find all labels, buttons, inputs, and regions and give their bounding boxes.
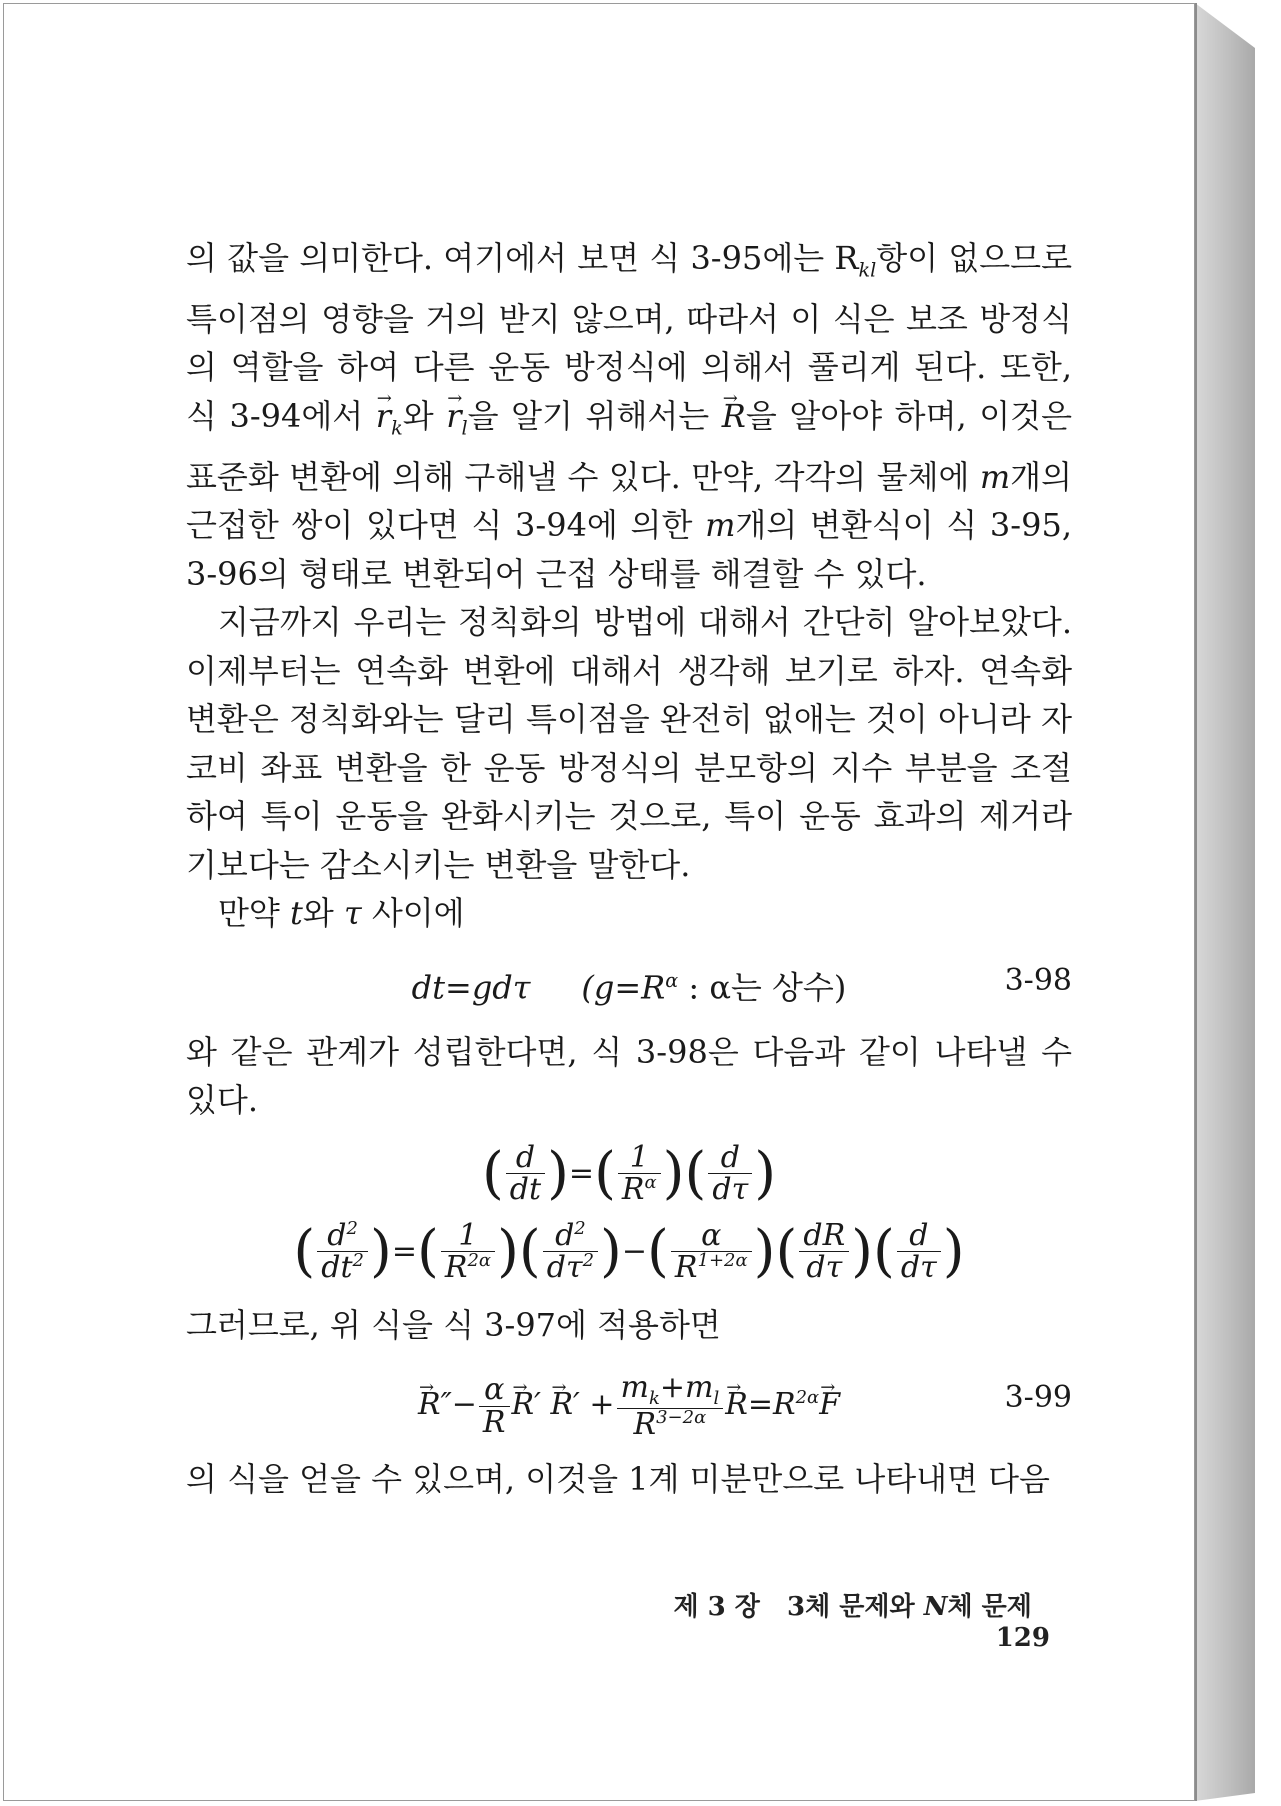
text: 사이에 xyxy=(361,894,465,933)
symbol: r xyxy=(375,396,392,435)
equation-3-99 xyxy=(186,1363,1072,1443)
vector-rk xyxy=(376,392,403,453)
paragraph-5: 그러므로, 위 식을 식 3-97에 적용하면 xyxy=(186,1305,721,1344)
text: 개의 변환식이 식 3-95, 3-96의 형태로 변환되어 근접 상태를 해결할 수 있다. xyxy=(186,506,1072,593)
equation-number: 3-99 xyxy=(1004,1380,1072,1416)
equation-number: 3-98 xyxy=(1004,962,1072,998)
subscript: k xyxy=(391,416,403,440)
vector-rl xyxy=(446,392,467,453)
paragraph-2: 지금까지 우리는 정칙화의 방법에 대해서 간단히 알아보았다. 이제부터는 연속화 변환에 대해서 생각해 보기로 하자. 연속화 변환은 정칙화와는 달리 특이점을 완전히 없애는 것이 아니라 자코비 좌표 변환을 한 운동 방정식의 분모항의 지수 부분을 조절하여 특이 운동을 완화시키는 것으로, 특이 운동 효과의 제거라기보다는 감소시키는 변환을 말한다. xyxy=(186,603,1072,884)
text: 개의 근접한 쌍이 있다면 식 3-94에 의한 xyxy=(186,457,1072,545)
symbol-tau: τ xyxy=(343,894,362,933)
equation-main: dt=gdτ xyxy=(411,968,531,1007)
symbol-m: m xyxy=(979,457,1011,496)
equation-condition-rest: : α는 상수) xyxy=(678,968,847,1007)
book-spine-line xyxy=(1195,3,1197,1801)
superscript: α xyxy=(665,968,679,992)
page-content xyxy=(186,234,1072,1504)
text: 항이 없으므로 특이점의 영향을 거의 받지 않으며, 따라서 이 식은 보조 방정식의 역할을 하여 다른 운동 방정식에 의해서 풀리게 된다. 또한, 식 3-94에서 xyxy=(186,239,1072,435)
book-page-edge xyxy=(1195,3,1255,1801)
paragraph-4: 와 같은 관계가 성립한다면, 식 3-98은 다음과 같이 나타낼 수 있다. xyxy=(186,1032,1072,1120)
paragraph-1 xyxy=(186,234,1072,598)
first-derivative-equation: ( $\frac{d}{dt}$ ) = ( $\frac{1}{R^\alpha}$ ) ( $\frac{d}{d\tau}$ ) xyxy=(481,1139,777,1208)
equation-body: → R″− $\frac{\alpha}{R}$ → R′ → R′ + $\frac{m_k+m_l}{R^{3-2\alpha}}$ → $R=R^{2\alpha}\to F$ xyxy=(186,1363,1072,1441)
vector-R: → R xyxy=(722,392,746,441)
page-number: 129 xyxy=(995,1623,1050,1653)
chapter-label: 제 3 장 xyxy=(673,1592,760,1622)
paragraph-6: 의 식을 얻을 수 있으며, 이것을 1계 미분만으로 나타내면 다음 xyxy=(186,1460,1050,1499)
symbol-m: m xyxy=(705,506,736,545)
chapter-title: 3체 문제와 xyxy=(787,1592,924,1622)
equation-body xyxy=(186,956,1072,1013)
text: 와 xyxy=(302,894,344,933)
chapter-title-rest: 체 문제 xyxy=(947,1592,1032,1622)
symbol: r xyxy=(446,396,462,435)
text: 을 알아야 하며, 이것은 표준화 변환에 의해 구해낼 수 있다. 만약, 각각의 물체에 xyxy=(186,396,1072,496)
equation-condition: (g=R xyxy=(581,968,666,1007)
derivative-equations xyxy=(186,1135,1072,1291)
paragraph-3 xyxy=(186,889,1072,938)
text: 만약 xyxy=(218,894,290,933)
text: 의 값을 의미한다. 여기에서 보면 식 3-95에는 R xyxy=(186,239,859,277)
equation-3-98 xyxy=(186,956,1072,1006)
chapter-title-symbol: N xyxy=(923,1592,948,1622)
text: 을 알기 위해서는 xyxy=(467,396,722,435)
text: 와 xyxy=(402,396,447,435)
subscript: kl xyxy=(858,258,877,282)
subscript: l xyxy=(461,416,468,440)
symbol-t: t xyxy=(290,894,303,933)
second-derivative-equation: ( $\frac{d^2}{dt^2}$ ) = ( $\frac{1}{R^{2\alpha}}$ ) ( $\frac{d^2}{d\tau^2}$ ) − ( $\frac{\alpha}{R^{1+2\alpha}}$ ) ( $\frac{dR}{d\tau}$ ) ( $\frac{d}{d\tau}$ ) xyxy=(293,1217,965,1286)
page-footer xyxy=(620,1586,1050,1653)
